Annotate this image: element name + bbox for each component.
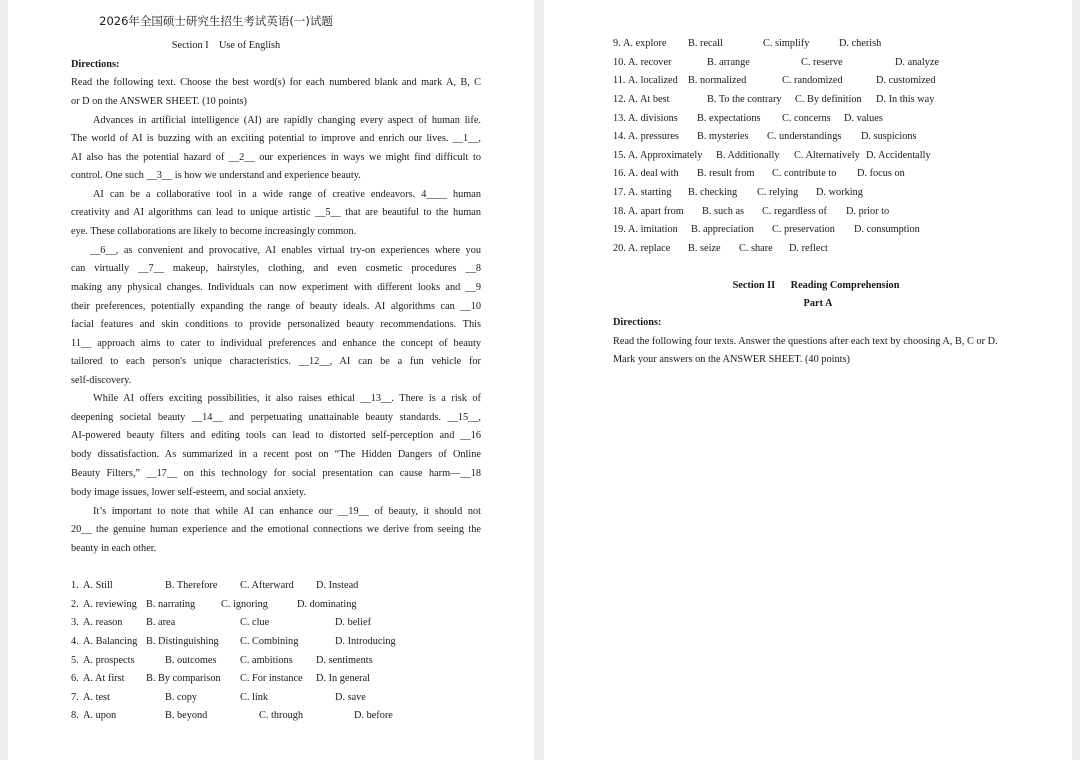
question-number: 8. xyxy=(71,710,79,721)
option-a: A. reason xyxy=(83,617,123,628)
option-a: A. test xyxy=(83,692,110,703)
option-c: C. preservation xyxy=(772,224,835,235)
option-c: C. relying xyxy=(757,187,799,198)
option-a: A. starting xyxy=(628,187,672,198)
passage-line: control. One such __3__ is how we understand and experience beauty. xyxy=(71,170,361,181)
question-number: 6. xyxy=(71,673,79,684)
question-number: 19. xyxy=(613,224,626,235)
option-a: A. apart from xyxy=(628,206,684,217)
option-b: B. arrange xyxy=(707,57,750,68)
option-c: C. contribute to xyxy=(772,168,837,179)
directions-label: Directions: xyxy=(71,59,120,70)
passage-line: Beauty Filters,” __17__ on this technology for social presentation can cause harm—__18 xyxy=(71,468,481,479)
option-d: D. cherish xyxy=(839,38,882,49)
question-number: 12. xyxy=(613,94,626,105)
option-a: A. explore xyxy=(623,38,667,49)
option-d: D. working xyxy=(816,187,863,198)
option-d: D. dominating xyxy=(297,599,357,610)
section-heading: Section I Use of English xyxy=(171,40,281,51)
passage-line: __6__, as convenient and provocative, AI enables virtual try-on experiences where you xyxy=(90,245,481,256)
question-number: 2. xyxy=(71,599,79,610)
option-c: C. Combining xyxy=(240,636,299,647)
option-d: D. consumption xyxy=(854,224,920,235)
option-d: D. reflect xyxy=(789,243,828,254)
option-b: B. To the contrary xyxy=(707,94,782,105)
question-number: 20. xyxy=(613,243,626,254)
option-b: B. narrating xyxy=(146,599,196,610)
option-b: B. area xyxy=(146,617,176,628)
option-a: A. Balancing xyxy=(83,636,138,647)
option-c: C. ignoring xyxy=(221,599,268,610)
passage-line: deepening societal beauty __14__ and perpetuating unattainable beauty standards. __15__, xyxy=(71,412,481,423)
option-b: B. appreciation xyxy=(691,224,754,235)
passage-line: facial features and skin conditions to provide personalized beauty recommendations. This xyxy=(71,319,481,330)
option-b: B. such as xyxy=(702,206,745,217)
passage-line: making any physical changes. Individuals can now experiment with different looks and __9 xyxy=(71,282,481,293)
option-b: B. mysteries xyxy=(697,131,749,142)
option-b: B. expectations xyxy=(697,113,761,124)
option-a: A. pressures xyxy=(628,131,679,142)
question-number: 7. xyxy=(71,692,79,703)
option-d: D. save xyxy=(335,692,366,703)
option-c: C. clue xyxy=(240,617,270,628)
option-b: B. seize xyxy=(688,243,721,254)
question-number: 3. xyxy=(71,617,79,628)
question-number: 13. xyxy=(613,113,626,124)
option-d: D. focus on xyxy=(857,168,905,179)
exam-title: 2026年全国硕士研究生招生考试英语(一)试题 xyxy=(99,14,333,28)
option-b: B. Distinguishing xyxy=(146,636,219,647)
option-c: C. simplify xyxy=(763,38,810,49)
option-d: D. values xyxy=(844,113,883,124)
passage-line: The world of AI is buzzing with an exciting potential to improve and enrich our lives. __1__, xyxy=(71,133,481,144)
option-b: B. copy xyxy=(165,692,198,703)
directions-text-line: Read the following text. Choose the best word(s) for each numbered blank and mark A, B, C xyxy=(71,77,481,88)
option-a: A. imitation xyxy=(628,224,678,235)
question-number: 17. xyxy=(613,187,626,198)
option-d: D. customized xyxy=(876,75,936,86)
passage-line: While AI offers exciting possibilities, it also raises ethical __13__. There is a risk of xyxy=(93,393,481,404)
question-number: 14. xyxy=(613,131,626,142)
option-c: C. By definition xyxy=(795,94,862,105)
question-number: 11. xyxy=(613,75,626,86)
passage-line: creativity and AI algorithms can lead to unique artistic __5__ that are beautiful to the human xyxy=(71,207,481,218)
option-c: C. regardless of xyxy=(762,206,827,217)
passage-line: It’s important to note that while AI can enhance our __19__ of beauty, it should not xyxy=(93,506,481,517)
option-c: C. link xyxy=(240,692,269,703)
option-d: D. before xyxy=(354,710,393,721)
option-c: C. reserve xyxy=(801,57,843,68)
question-number: 4. xyxy=(71,636,79,647)
passage-line: Advances in artificial intelligence (AI) are rapidly changing every aspect of human life. xyxy=(93,115,481,126)
passage-line: eye. These collaborations are likely to become increasingly common. xyxy=(71,226,357,237)
option-a: A. prospects xyxy=(83,655,135,666)
exam-page-right xyxy=(544,0,1072,760)
passage-line: 11__ approach aims to cater to individual preferences and enhance the concept of beauty xyxy=(71,338,481,349)
option-c: C. randomized xyxy=(782,75,843,86)
option-b: B. recall xyxy=(688,38,723,49)
option-d: D. Introducing xyxy=(335,636,396,647)
option-b: B. Therefore xyxy=(165,580,218,591)
section-heading: Section II Reading Comprehension xyxy=(732,280,900,291)
question-number: 5. xyxy=(71,655,79,666)
passage-line: AI-powered beauty filters and editing tools can lead to distorted self-perception and __16 xyxy=(71,430,481,441)
option-c: C. Afterward xyxy=(240,580,294,591)
option-d: D. suspicions xyxy=(861,131,917,142)
option-a: A. divisions xyxy=(628,113,678,124)
passage-line: AI also has the potential hazard of __2__ our experiences in ways we might find difficult to xyxy=(71,152,481,163)
option-b: B. beyond xyxy=(165,710,208,721)
passage-line: tailored to each person's unique characteristics. __12__, AI can be a fun vehicle for xyxy=(71,356,481,367)
option-b: B. By comparison xyxy=(146,673,221,684)
question-number: 10. xyxy=(613,57,626,68)
part-label: Part A xyxy=(803,298,833,309)
option-a: A. At first xyxy=(83,673,125,684)
passage-line: beauty in each other. xyxy=(71,543,157,554)
option-a: A. reviewing xyxy=(83,599,137,610)
option-b: B. normalized xyxy=(688,75,747,86)
passage-line: body dissatisfaction. As summarized in a recent post on “The Hidden Dangers of Online xyxy=(71,449,481,460)
passage-line: body image issues, lower self-esteem, and social anxiety. xyxy=(71,487,306,498)
option-d: D. Accidentally xyxy=(866,150,931,161)
option-a: A. At best xyxy=(628,94,670,105)
passage-line: AI can be a collaborative tool in a wide range of creative endeavors. 4____ human xyxy=(93,189,481,200)
option-a: A. deal with xyxy=(628,168,679,179)
question-number: 1. xyxy=(71,580,79,591)
option-d: D. Instead xyxy=(316,580,359,591)
directions-text-line: Mark your answers on the ANSWER SHEET. (40 points) xyxy=(613,354,850,365)
passage-line: self-discovery. xyxy=(71,375,132,386)
option-c: C. through xyxy=(259,710,304,721)
exam-page-left xyxy=(8,0,534,760)
directions-label: Directions: xyxy=(613,317,662,328)
option-b: B. result from xyxy=(697,168,755,179)
option-b: B. checking xyxy=(688,187,738,198)
passage-line: their preferences, potentially expanding the range of beauty ideals. AI algorithms can __10 xyxy=(71,301,481,312)
question-number: 9. xyxy=(613,38,621,49)
option-d: D. In general xyxy=(316,673,371,684)
option-d: D. belief xyxy=(335,617,372,628)
option-c: C. understandings xyxy=(767,131,842,142)
directions-text-line: or D on the ANSWER SHEET. (10 points) xyxy=(71,96,247,107)
option-a: A. upon xyxy=(83,710,117,721)
option-a: A. Approximately xyxy=(628,150,703,161)
option-d: D. In this way xyxy=(876,94,935,105)
question-number: 16. xyxy=(613,168,626,179)
question-number: 15. xyxy=(613,150,626,161)
option-c: C. share xyxy=(739,243,773,254)
option-d: D. analyze xyxy=(895,57,940,68)
option-d: D. sentiments xyxy=(316,655,373,666)
option-c: C. ambitions xyxy=(240,655,293,666)
passage-line: can virtually __7__ makeup, hairstyles, clothing, and even cosmetic procedures __8 xyxy=(71,263,481,274)
option-a: A. replace xyxy=(628,243,671,254)
option-c: C. concerns xyxy=(782,113,831,124)
option-b: B. outcomes xyxy=(165,655,217,666)
question-number: 18. xyxy=(613,206,626,217)
option-d: D. prior to xyxy=(846,206,890,217)
option-b: B. Additionally xyxy=(716,150,780,161)
option-c: C. For instance xyxy=(240,673,303,684)
passage-line: 20__ the genuine human experience and the emotional connections we derive from seeing the xyxy=(71,524,481,535)
option-a: A. localized xyxy=(628,75,678,86)
option-a: A. Still xyxy=(83,580,113,591)
directions-text-line: Read the following four texts. Answer the questions after each text by choosing A, B, C or D. xyxy=(613,336,998,347)
option-c: C. Alternatively xyxy=(794,150,860,161)
option-a: A. recover xyxy=(628,57,672,68)
